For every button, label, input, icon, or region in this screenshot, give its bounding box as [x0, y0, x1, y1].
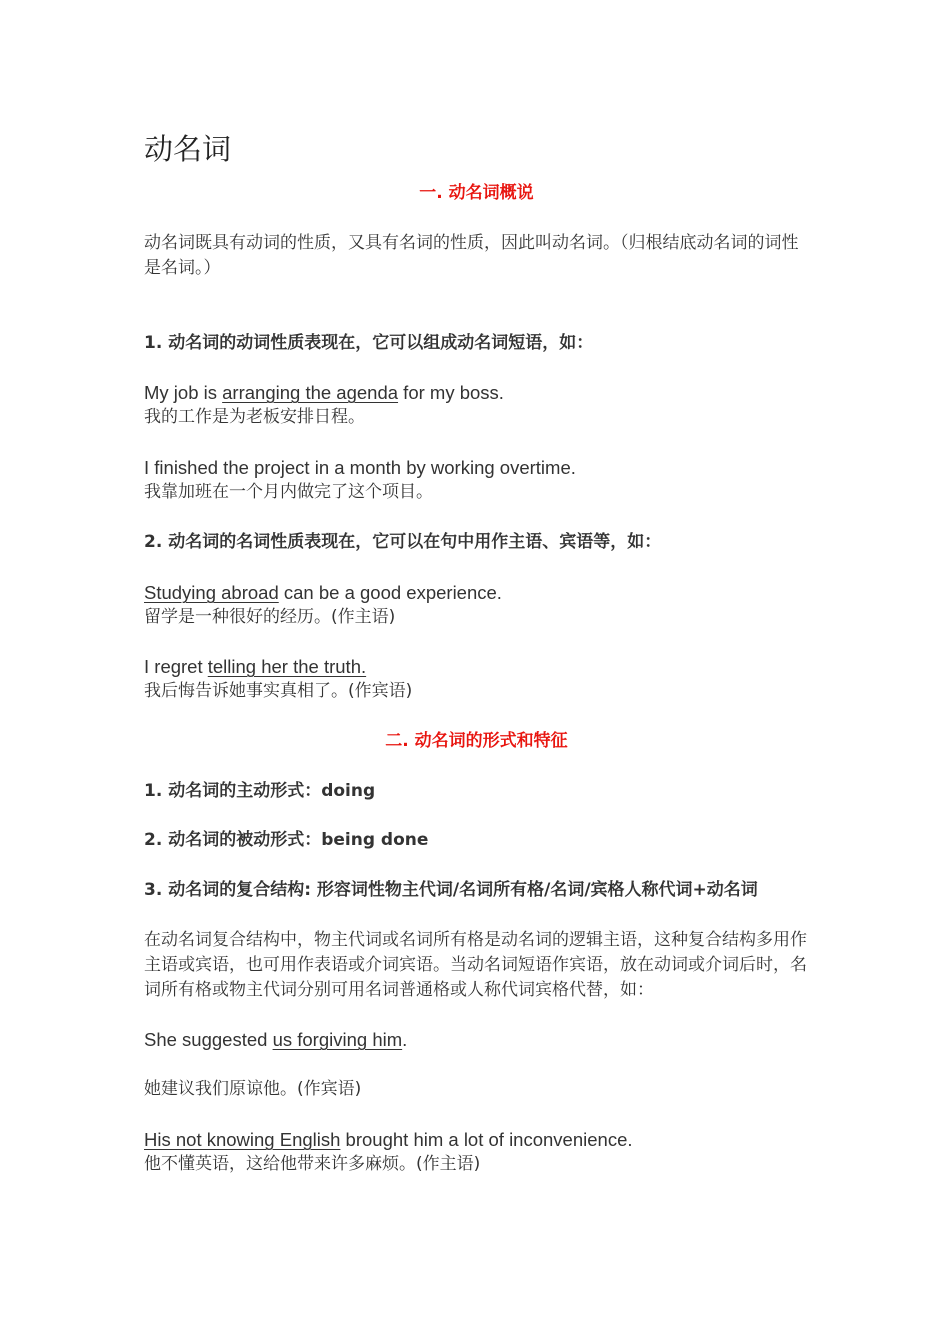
example-sentence [144, 1027, 809, 1052]
gerund-phrase-underlined: arranging the agenda [222, 382, 399, 403]
example-translation: 我后悔告诉她事实真相了。(作宾语) [144, 681, 413, 701]
point-2-heading: 2. 动名词的名词性质表现在，它可以在句中用作主语、宾语等，如： [144, 532, 662, 552]
example-sentence [144, 1127, 809, 1152]
example-text: for my boss. [398, 382, 504, 403]
point-1-heading: 1. 动名词的动词性质表现在，它可以组成动名词短语，如： [144, 333, 594, 353]
example-translation: 她建议我们原谅他。(作宾语) [144, 1079, 362, 1099]
section-2-heading: 二. 动名词的形式和特征 [385, 731, 568, 751]
example-translation: 我的工作是为老板安排日程。 [144, 407, 365, 427]
document-title: 动名词 [144, 132, 232, 166]
example-text: I regret [144, 656, 208, 677]
example-text: can be a good experience. [278, 582, 502, 603]
example-translation: 留学是一种很好的经历。(作主语) [144, 607, 396, 627]
example-text: . [402, 1029, 408, 1050]
section-2-paragraph: 在动名词复合结构中，物主代词或名词所有格是动名词的逻辑主语，这种复合结构多用作主语或宾语，也可用作表语或介词宾语。当动名词短语作宾语，放在动词或介词后时，名词所有格或物主代词分别可用名词普通格或人称代词宾格代替，如： [144, 930, 807, 1000]
example-sentence [144, 380, 809, 405]
example-sentence [144, 654, 809, 679]
form-2-heading: 2. 动名词的被动形式：being done [144, 830, 429, 850]
example-text: My job is [144, 382, 223, 403]
form-1-heading: 1. 动名词的主动形式：doing [144, 781, 376, 801]
example-text: brought him a lot of inconvenience. [340, 1129, 633, 1150]
example-text: She suggested [144, 1029, 273, 1050]
example-translation: 他不懂英语，这给他带来许多麻烦。(作主语) [144, 1154, 481, 1174]
example-translation: 我靠加班在一个月内做完了这个项目。 [144, 482, 433, 502]
section-1-intro: 动名词既具有动词的性质，又具有名词的性质，因此叫动名词。（归根结底动名词的词性是名词。） [144, 233, 799, 278]
gerund-phrase-underlined: us forgiving him [272, 1029, 403, 1050]
gerund-phrase-underlined: telling her the truth. [207, 656, 367, 677]
example-sentence: I finished the project in a month by working overtime. [144, 457, 576, 478]
gerund-phrase-underlined: Studying abroad [144, 582, 279, 603]
section-1-heading: 一. 动名词概说 [419, 183, 534, 203]
example-sentence [144, 580, 809, 605]
form-3-heading: 3. 动名词的复合结构: 形容词性物主代词/名词所有格/名词/宾格人称代词+动名词 [144, 880, 758, 900]
gerund-phrase-underlined: His not knowing English [144, 1129, 341, 1150]
